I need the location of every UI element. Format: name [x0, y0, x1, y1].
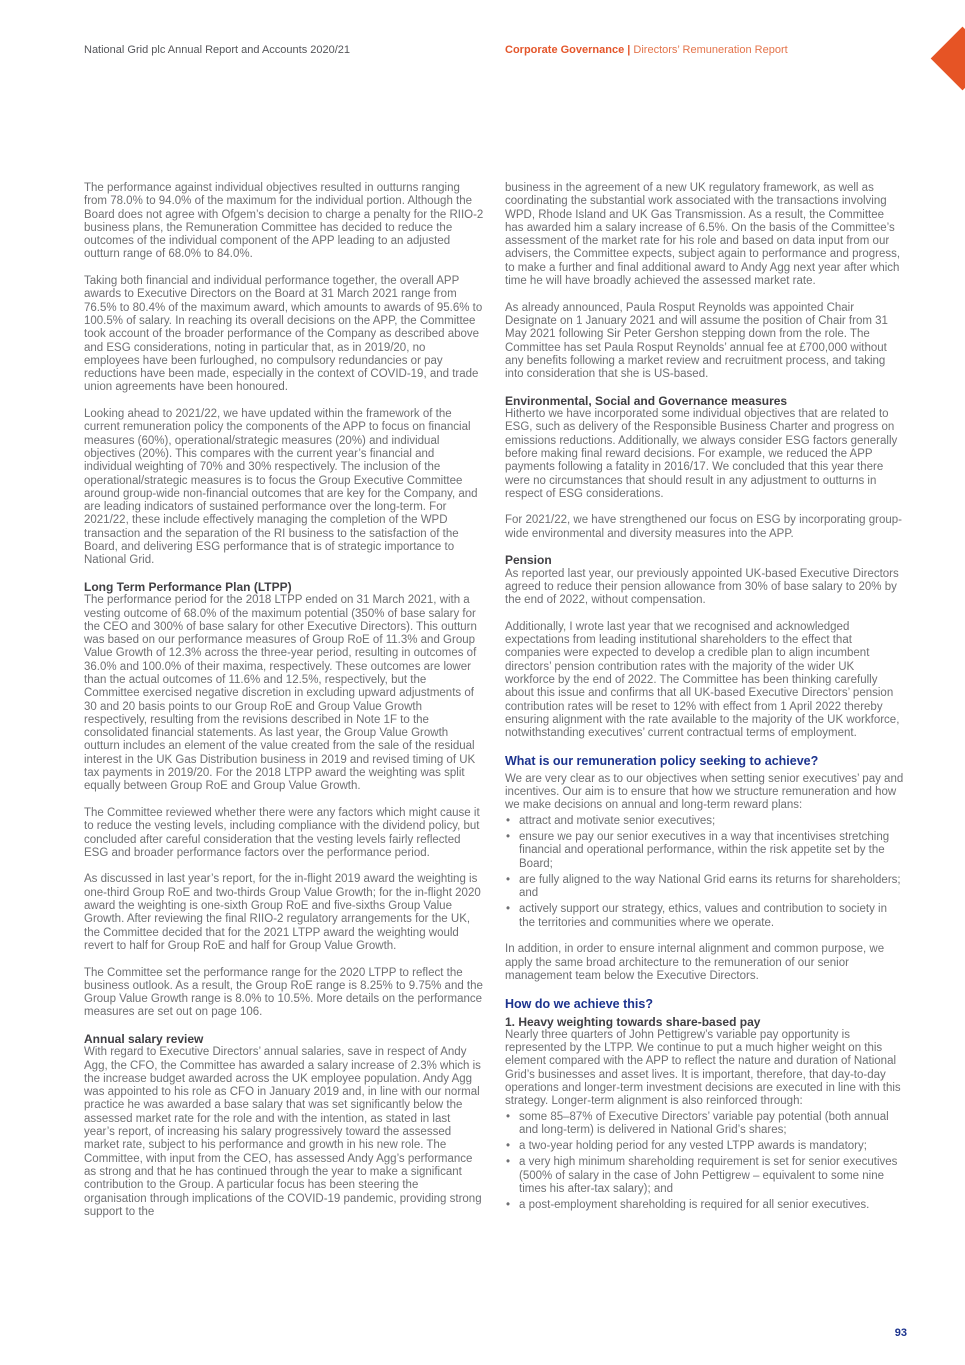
left-column — [84, 182, 484, 1232]
paragraph: Looking ahead to 2021/22, we have updated within the framework of the current remuneration policy the components of the APP to focus on financial measures (60%), operational/strategic measures (20%) and individual objectives (20%). This compares with the current year’s financial and individual weighting of 70% and 30% respectively. The inclusion of the operational/strategic measures is to focus the Group Executive Committee around group-wide non-financial outcomes that are key for the Company, and are leading indicators of sustained performance over the long-term. For 2021/22, these include effectively managing the completion of the WPD transaction and the separation of the RI business to the satisfaction of the Board, and delivering ESG performance that is of strategic importance to National Grid. — [84, 408, 478, 567]
paragraph: The Committee set the performance range for the 2020 LTPP to reflect the business outlook. As a result, the Group RoE range is 8.25% to 9.75% and the Group Value Growth range is 8.0% to 10.5%. More details on the performance measures are set out on page 106. — [84, 966, 483, 1019]
bullet-item: • attract and motivate senior executives; — [505, 815, 905, 828]
paragraph: As discussed in last year’s report, for the in-flight 2019 award the weighting is one-third Group RoE and two-thirds Group Value Growth; for the in-flight 2020 award the weighting is one-sixth Group RoE and five-sixths Group Value Growth. After reviewing the final RIIO-2 regulatory arrangements for the UK, the Committee decided that for the 2021 LTPP award the weighting would revert to half for Group RoE and half for Group Value Growth. — [84, 873, 481, 952]
paragraph: The Committee reviewed whether there were any factors which might cause it to reduce the vesting levels, including compliance with the dividend policy, but concluded after careful consideration that the vesting levels fairly reflected ESG and broader performance factors over the performance period. — [84, 806, 480, 859]
paragraph: We are very clear as to our objectives when setting senior executives’ pay and incentives. Our aim is to ensure that how we structure remuneration and how we make decisions on annual and long-term reward plans: — [505, 772, 904, 812]
bullet-item: • are fully aligned to the way National Grid earns its returns for shareholders; and — [505, 874, 905, 901]
blue-question-heading: What is our remuneration policy seeking to achieve? — [505, 753, 819, 768]
section-heading: Annual salary review — [84, 1032, 204, 1046]
blue-question-heading: How do we achieve this? — [505, 996, 653, 1011]
header-breadcrumb — [505, 44, 788, 57]
paragraph: business in the agreement of a new UK regulatory framework, as well as coordinating the substantial work associated with the transactions involving WPD, Rhode Island and UK Gas Transmission. As a result, the Committee has awarded him a salary increase of 6.5%. On the basis of the Committee’s assessment of the market rate for his role and based on data input from our advisers, the Committee expects, subject again to performance and progress, to make a further and final additional award to Andy Agg next year after which time he will have broadly achieved the assessed market rate. — [505, 182, 901, 288]
paragraph: Taking both financial and individual performance together, the overall APP awards to Executive Directors on the Board at 31 March 2021 range from 76.5% to 80.4% of the maximum award, which amounts to awards of 95.6% to 100.5% of salary. In reaching its overall decisions on the APP, the Committee took account of the broader performance of the Company as described above and ESG considerations, noting in particular that, as in 2019/20, no employees have been furloughed, no compulsory redundancies or pay reductions have been made, especially in the context of COVID-19, and trade union agreements have been honoured. — [84, 275, 483, 394]
bullet-list — [505, 815, 905, 930]
paragraph: Nearly three quarters of John Pettigrew’s variable pay opportunity is represented by the LTPP. We continue to put a much higher weight on this element compared with the APP to reflect the nature and duration of National Grid’s businesses and asset lives. It is important, therefore, that day-to-day operations and longer-term investment decisions are executed in line with this strategy. Longer-term alignment is also reinforced through: — [505, 1028, 901, 1108]
corner-arrow-icon — [931, 27, 965, 91]
bullet-item: • a very high minimum shareholding requirement is set for senior executives (500% of salary in the case of John Pettigrew – equivalent to some nine times his after-tax salary); and — [505, 1156, 905, 1196]
bullet-item: • ensure we pay our senior executives in a way that incentivises stretching financial and operational performance, within the risk appetite set by the Board; — [505, 831, 905, 871]
section-heading: Pension — [505, 553, 552, 568]
bullet-item: • actively support our strategy, ethics, values and contribution to society in the territories and communities where we operate. — [505, 903, 905, 930]
report-title: National Grid plc Annual Report and Accounts 2020/21 — [84, 44, 351, 56]
section-heading: 1. Heavy weighting towards share-based pay — [505, 1014, 761, 1029]
body-columns — [84, 182, 905, 1232]
paragraph: For 2021/22, we have strengthened our focus on ESG by incorporating group-wide environmental and diversity measures into the APP. — [505, 514, 902, 540]
page-number: 93 — [894, 1327, 907, 1339]
bullet-item: • a two-year holding period for any vested LTPP awards is mandatory; — [505, 1140, 905, 1153]
paragraph: With regard to Executive Directors’ annual salaries, save in respect of Andy Agg, the CFO, the Committee has awarded a salary increase of 2.3% which is the increase budget awarded across the UK employee population. Andy Agg was appointed to his role as CFO in January 2019 and, in line with our normal practice he was awarded a base salary that was set significantly below the assessed market rate for the role and with the intention, as stated in last year’s report, of increasing his salary progressively toward the assessed market rate, subject to his performance and growth in his new role. The Committee, with input from the CEO, has assessed Andy Agg’s performance as strong and that he has continued through the year to make a significant contribution to the Group. A particular focus has been steering the organisation through implications of the COVID-19 pandemic, providing strong support to the — [84, 1046, 482, 1218]
header-separator: | — [627, 44, 631, 56]
paragraph: The performance against individual objectives resulted in outturns ranging from 78.0% to 94.0% of the maximum for the individual portion. Although the Board does not agree with Ofgem’s decision to charge a penalty for the RIIO-2 business plans, the Remuneration Committee has decided to reduce the outcomes of the individual component of the APP leading to an adjusted outturn range of 68.0% to 84.0%. — [84, 182, 484, 261]
paragraph: In addition, in order to ensure internal alignment and common purpose, we apply the same broad architecture to the remuneration of our senior management team below the Executive Directors. — [505, 943, 885, 982]
header-subsection-label: Directors’ Remuneration Report — [633, 44, 788, 56]
section-heading: Environmental, Social and Governance measures — [505, 393, 788, 408]
paragraph: As reported last year, our previously appointed UK-based Executive Directors agreed to reduce their pension allowance from 30% of base salary to 20% by the end of 2022, without compensation. — [505, 567, 899, 607]
paragraph: Additionally, I wrote last year that we recognised and acknowledged expectations from leading institutional shareholders to the effect that companies were expected to develop a credible plan to align incumbent directors’ pension contribution rates with the majority of the wider UK workforce by the end of 2022. The Committee has been thinking carefully about this issue and confirms that all UK-based Executive Directors’ pension contribution rates will be reset to 12% with effect from 1 April 2022 thereby ensuring alignment with the rate available to the majority of the UK workforce, notwithstanding executives’ current contractual terms of employment. — [505, 620, 900, 740]
right-column — [505, 182, 905, 1232]
bullet-item: • a post-employment shareholding is required for all senior executives. — [505, 1199, 905, 1212]
bullet-list — [505, 1111, 905, 1213]
paragraph: Hitherto we have incorporated some individual objectives that are related to ESG, such as delivery of the Responsible Business Charter and progress on emissions reductions. Additionally, we always consider ESG factors generally before making final reward decisions. For example, we reduced the APP payments following a fatality in 2016/17. We concluded that this year there were no circumstances that should result in any adjustment to outturns in respect of ESG considerations. — [505, 408, 898, 500]
paragraph: As already announced, Paula Rosput Reynolds was appointed Chair Designate on 1 January 2021 and will assume the position of Chair from 31 May 2021 following Sir Peter Gershon stepping down from the role. The Committee has set Paula Rosput Reynolds’ annual fee at £700,000 without any benefits following a market review and recruitment process, and taking into consideration that she is US-based. — [505, 301, 888, 381]
header-section-label: Corporate Governance — [505, 44, 625, 56]
bullet-item: • some 85–87% of Executive Directors’ variable pay potential (both annual and long-term) is delivered in National Grid’s shares; — [505, 1111, 905, 1138]
paragraph: The performance period for the 2018 LTPP ended on 31 March 2021, with a vesting outcome of 68.0% of the maximum potential (350% of base salary for the CEO and 300% of base salary for other Executive Directors). This outturn was based on our performance measures of Group RoE of 11.3% and Group Value Growth of 12.3% across the three-year period, resulting in outcomes of 36.0% and 100.0% of their maxima, respectively. These outcomes are lower than the actual outcomes of 11.6% and 12.5%, respectively, but the Committee exercised negative discretion in excluding upward adjustments of 30 and 20 basis points to our Group RoE and Group Value Growth respectively, resulting from the revisions described in Note 1F to the consolidated financial statements. As last year, the Group Value Growth outturn includes an element of the value created from the sale of the residual interest in the UK Gas Distribution business in 2019 and revised timing of UK tax payments in 2019/20. For the 2018 LTPP award the weighting was split equally between Group RoE and Group Value Growth. — [84, 594, 477, 793]
section-heading: Long Term Performance Plan (LTPP) — [84, 579, 292, 594]
